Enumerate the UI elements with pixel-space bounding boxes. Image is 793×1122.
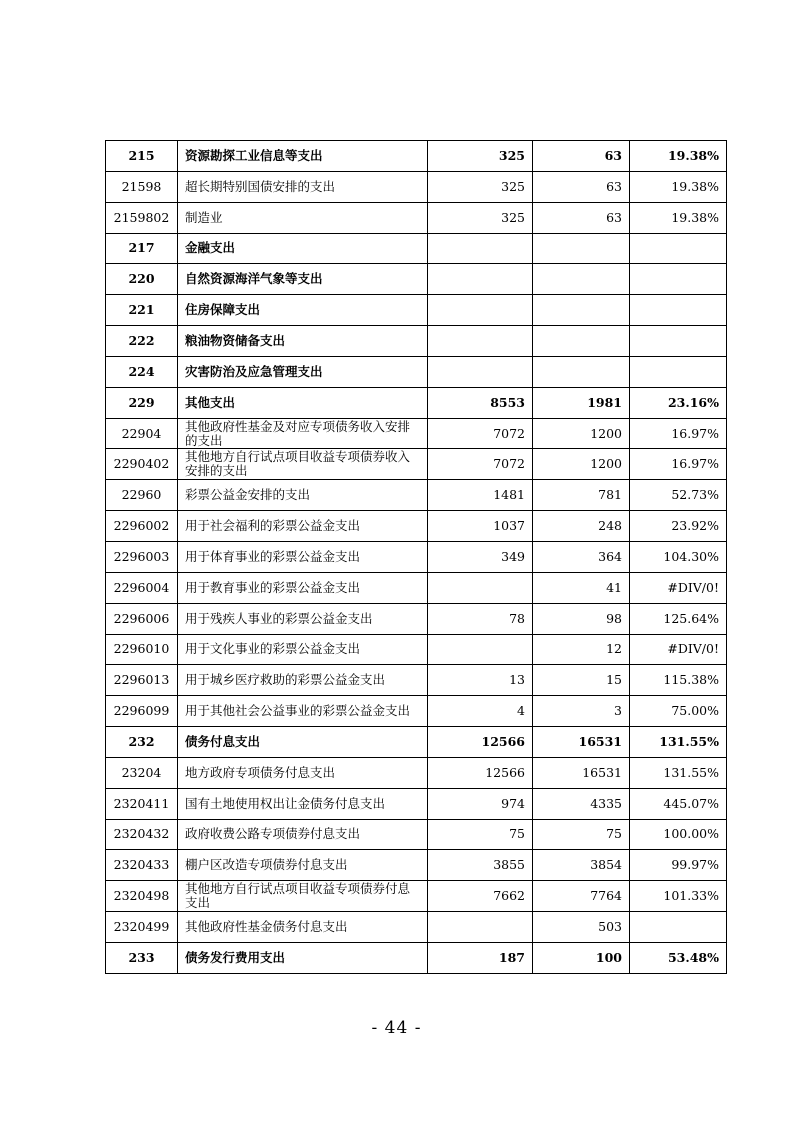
table-row [106, 572, 727, 603]
row-percent-cell: 115.38% [630, 665, 727, 696]
row-name-cell: 资源勘探工业信息等支出 [178, 141, 428, 172]
row-percent-cell: #DIV/0! [630, 634, 727, 665]
row-code-cell: 2296003 [106, 541, 178, 572]
row-value-1-cell: 12566 [428, 757, 533, 788]
row-code-cell: 2296006 [106, 603, 178, 634]
row-value-1-cell [428, 264, 533, 295]
row-name-cell: 用于文化事业的彩票公益金支出 [178, 634, 428, 665]
row-value-1-cell: 187 [428, 942, 533, 973]
table-row [106, 233, 727, 264]
row-value-1-cell: 1037 [428, 511, 533, 542]
row-name-cell: 债务发行费用支出 [178, 942, 428, 973]
row-percent-cell: 16.97% [630, 449, 727, 480]
row-value-1-cell [428, 233, 533, 264]
row-percent-cell [630, 326, 727, 357]
row-value-2-cell: 98 [533, 603, 630, 634]
row-name-cell: 债务付息支出 [178, 727, 428, 758]
row-code-cell: 233 [106, 942, 178, 973]
row-name-cell: 灾害防治及应急管理支出 [178, 356, 428, 387]
row-percent-cell [630, 264, 727, 295]
row-code-cell: 229 [106, 387, 178, 418]
row-value-2-cell: 63 [533, 171, 630, 202]
row-value-2-cell: 4335 [533, 788, 630, 819]
row-percent-cell: 131.55% [630, 757, 727, 788]
row-percent-cell: 125.64% [630, 603, 727, 634]
row-percent-cell: 99.97% [630, 850, 727, 881]
row-code-cell: 2296099 [106, 696, 178, 727]
table-row [106, 202, 727, 233]
row-value-2-cell: 3854 [533, 850, 630, 881]
table-row [106, 387, 727, 418]
row-percent-cell [630, 233, 727, 264]
row-code-cell: 2290402 [106, 449, 178, 480]
row-code-cell: 224 [106, 356, 178, 387]
row-value-1-cell: 7072 [428, 418, 533, 449]
row-percent-cell: 19.38% [630, 171, 727, 202]
row-value-2-cell: 63 [533, 141, 630, 172]
row-value-2-cell: 1200 [533, 449, 630, 480]
page-number: - 44 - [371, 1018, 422, 1038]
row-value-1-cell: 78 [428, 603, 533, 634]
row-percent-cell: #DIV/0! [630, 572, 727, 603]
row-code-cell: 2320433 [106, 850, 178, 881]
row-name-cell: 其他地方自行试点项目收益专项债券付息支出 [178, 881, 428, 912]
row-value-1-cell: 974 [428, 788, 533, 819]
row-value-2-cell: 7764 [533, 881, 630, 912]
row-code-cell: 2296013 [106, 665, 178, 696]
table-row [106, 541, 727, 572]
row-value-2-cell: 248 [533, 511, 630, 542]
row-name-cell: 政府收费公路专项债券付息支出 [178, 819, 428, 850]
table-row [106, 264, 727, 295]
row-name-cell: 用于教育事业的彩票公益金支出 [178, 572, 428, 603]
row-percent-cell [630, 295, 727, 326]
row-value-2-cell: 781 [533, 480, 630, 511]
row-code-cell: 2320432 [106, 819, 178, 850]
table-row [106, 696, 727, 727]
table-row [106, 757, 727, 788]
table-row [106, 942, 727, 973]
row-code-cell: 2296010 [106, 634, 178, 665]
table-row [106, 141, 727, 172]
row-percent-cell: 19.38% [630, 202, 727, 233]
table-row [106, 480, 727, 511]
row-code-cell: 217 [106, 233, 178, 264]
row-code-cell: 2320411 [106, 788, 178, 819]
row-code-cell: 2320499 [106, 912, 178, 943]
row-name-cell: 国有土地使用权出让金债务付息支出 [178, 788, 428, 819]
row-percent-cell: 52.73% [630, 480, 727, 511]
row-percent-cell: 19.38% [630, 141, 727, 172]
row-code-cell: 22960 [106, 480, 178, 511]
row-value-1-cell [428, 326, 533, 357]
row-name-cell: 其他政府性基金债务付息支出 [178, 912, 428, 943]
row-value-2-cell: 16531 [533, 757, 630, 788]
table-row [106, 449, 727, 480]
table-row [106, 418, 727, 449]
table-row [106, 665, 727, 696]
table-row [106, 912, 727, 943]
row-value-1-cell [428, 572, 533, 603]
row-percent-cell: 445.07% [630, 788, 727, 819]
row-value-2-cell [533, 326, 630, 357]
table-row [106, 326, 727, 357]
row-code-cell: 21598 [106, 171, 178, 202]
row-value-1-cell [428, 356, 533, 387]
row-value-1-cell [428, 912, 533, 943]
row-value-1-cell: 7662 [428, 881, 533, 912]
table-row [106, 511, 727, 542]
table-row [106, 850, 727, 881]
row-name-cell: 金融支出 [178, 233, 428, 264]
row-value-2-cell: 100 [533, 942, 630, 973]
row-value-1-cell: 325 [428, 171, 533, 202]
row-value-2-cell: 16531 [533, 727, 630, 758]
row-value-2-cell: 41 [533, 572, 630, 603]
row-value-1-cell: 8553 [428, 387, 533, 418]
table-row [106, 788, 727, 819]
row-percent-cell: 101.33% [630, 881, 727, 912]
row-name-cell: 住房保障支出 [178, 295, 428, 326]
row-name-cell: 用于其他社会公益事业的彩票公益金支出 [178, 696, 428, 727]
row-percent-cell: 100.00% [630, 819, 727, 850]
row-name-cell: 粮油物资储备支出 [178, 326, 428, 357]
row-percent-cell: 23.16% [630, 387, 727, 418]
row-code-cell: 2296004 [106, 572, 178, 603]
table-body [106, 141, 727, 974]
row-percent-cell: 131.55% [630, 727, 727, 758]
row-name-cell: 棚户区改造专项债券付息支出 [178, 850, 428, 881]
row-percent-cell: 16.97% [630, 418, 727, 449]
row-value-2-cell: 63 [533, 202, 630, 233]
row-percent-cell [630, 912, 727, 943]
row-name-cell: 制造业 [178, 202, 428, 233]
row-code-cell: 232 [106, 727, 178, 758]
row-value-2-cell: 75 [533, 819, 630, 850]
table-row [106, 295, 727, 326]
row-name-cell: 用于城乡医疗救助的彩票公益金支出 [178, 665, 428, 696]
row-name-cell: 自然资源海洋气象等支出 [178, 264, 428, 295]
row-value-2-cell: 364 [533, 541, 630, 572]
row-value-1-cell: 1481 [428, 480, 533, 511]
row-value-2-cell [533, 264, 630, 295]
row-value-1-cell: 3855 [428, 850, 533, 881]
table-row [106, 603, 727, 634]
row-code-cell: 2296002 [106, 511, 178, 542]
table-row [106, 881, 727, 912]
row-value-2-cell: 15 [533, 665, 630, 696]
row-code-cell: 220 [106, 264, 178, 295]
row-value-2-cell: 1200 [533, 418, 630, 449]
row-code-cell: 2159802 [106, 202, 178, 233]
row-value-2-cell: 1981 [533, 387, 630, 418]
row-percent-cell: 104.30% [630, 541, 727, 572]
row-code-cell: 222 [106, 326, 178, 357]
row-value-1-cell: 12566 [428, 727, 533, 758]
row-value-2-cell [533, 295, 630, 326]
row-name-cell: 其他地方自行试点项目收益专项债券收入安排的支出 [178, 449, 428, 480]
row-value-1-cell: 325 [428, 141, 533, 172]
row-name-cell: 超长期特别国债安排的支出 [178, 171, 428, 202]
row-percent-cell [630, 356, 727, 387]
table-row [106, 727, 727, 758]
row-value-2-cell: 3 [533, 696, 630, 727]
row-name-cell: 其他支出 [178, 387, 428, 418]
row-value-1-cell: 349 [428, 541, 533, 572]
row-value-2-cell: 12 [533, 634, 630, 665]
table-row [106, 634, 727, 665]
table-row [106, 819, 727, 850]
row-value-1-cell [428, 634, 533, 665]
row-value-2-cell [533, 356, 630, 387]
row-value-2-cell [533, 233, 630, 264]
row-name-cell: 其他政府性基金及对应专项债务收入安排的支出 [178, 418, 428, 449]
row-name-cell: 彩票公益金安排的支出 [178, 480, 428, 511]
row-percent-cell: 75.00% [630, 696, 727, 727]
row-name-cell: 用于社会福利的彩票公益金支出 [178, 511, 428, 542]
table-row [106, 171, 727, 202]
row-value-1-cell: 7072 [428, 449, 533, 480]
row-value-1-cell: 4 [428, 696, 533, 727]
row-value-1-cell: 13 [428, 665, 533, 696]
row-name-cell: 地方政府专项债务付息支出 [178, 757, 428, 788]
row-value-1-cell [428, 295, 533, 326]
budget-expenditure-table [105, 140, 727, 974]
row-value-1-cell: 325 [428, 202, 533, 233]
row-value-1-cell: 75 [428, 819, 533, 850]
row-code-cell: 221 [106, 295, 178, 326]
row-code-cell: 215 [106, 141, 178, 172]
row-code-cell: 2320498 [106, 881, 178, 912]
row-percent-cell: 53.48% [630, 942, 727, 973]
row-percent-cell: 23.92% [630, 511, 727, 542]
row-name-cell: 用于残疾人事业的彩票公益金支出 [178, 603, 428, 634]
row-code-cell: 23204 [106, 757, 178, 788]
row-name-cell: 用于体育事业的彩票公益金支出 [178, 541, 428, 572]
row-value-2-cell: 503 [533, 912, 630, 943]
row-code-cell: 22904 [106, 418, 178, 449]
table-row [106, 356, 727, 387]
